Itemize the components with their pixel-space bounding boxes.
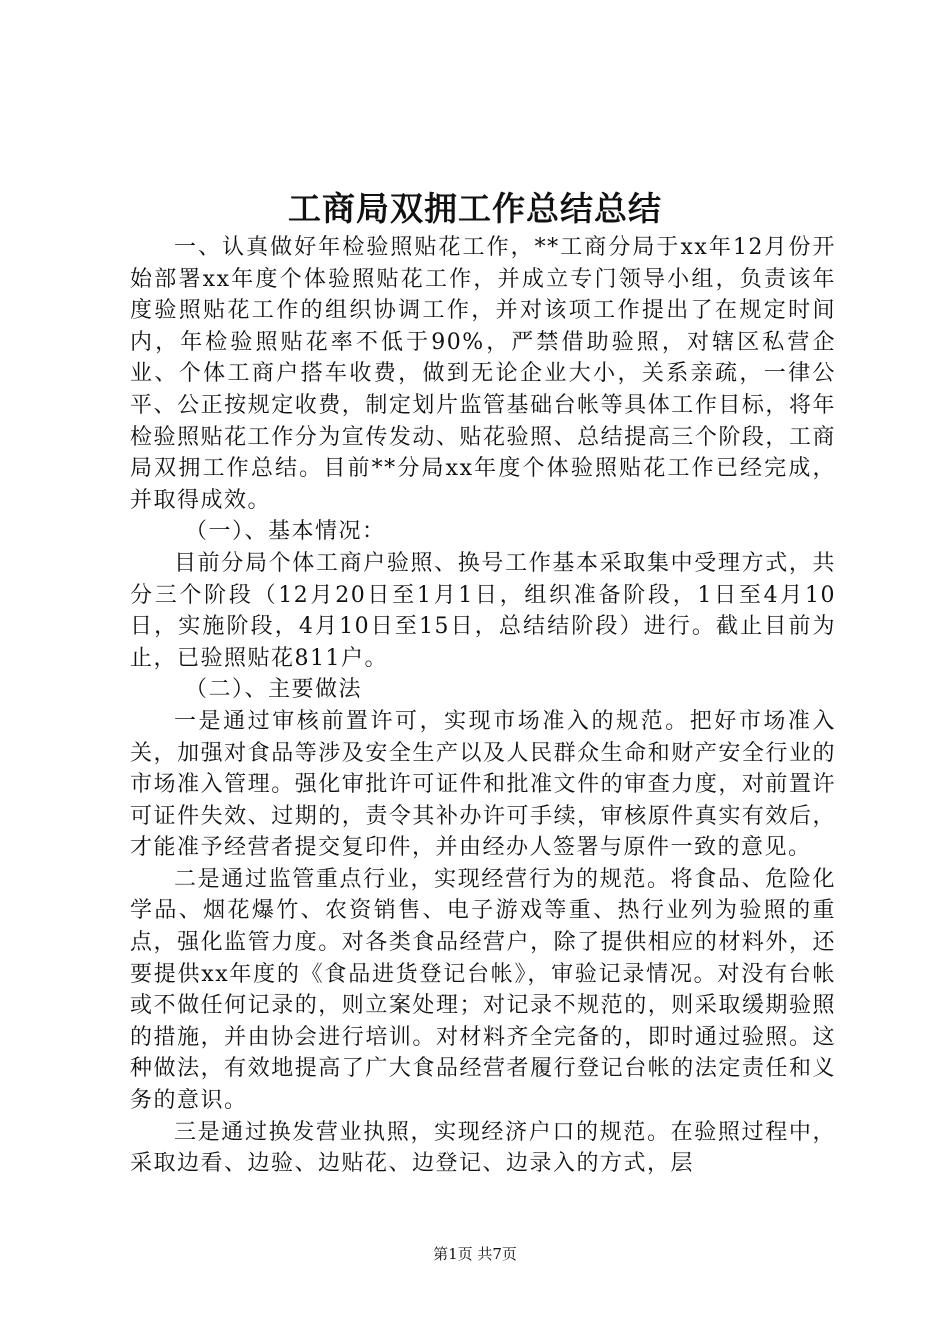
paragraph-intro: 一、认真做好年检验照贴花工作，**工商分局于xx年12月份开始部署xx年度个体验照贴花工作，并成立专门领导小组，负责该年度验照贴花工作的组织协调工作，并对该项工作提出了在规定时间内，年检验照贴花率不低于90%，严禁借助验照，对辖区私营企业、个体工商户搭车收费，做到无论企业大小，关系亲疏，一律公平、公正按规定收费，制定划片监管基础台帐等具体工作目标，将年检验照贴花工作分为宣传发动、贴花验照、总结提高三个阶段，工商局双拥工作总结。目前**分局xx年度个体验照贴花工作已经完成，并取得成效。 bbox=[130, 235, 836, 513]
document-body bbox=[130, 232, 836, 1180]
page-number-footer: 第1页 共7页 bbox=[433, 1245, 517, 1263]
section-heading-basic-situation: （一）、基本情况： bbox=[185, 519, 386, 545]
section-heading-main-practices: （二）、主要做法 bbox=[185, 677, 363, 703]
paragraph-basic-situation: 目前分局个体工商户验照、换号工作基本采取集中受理方式，共分三个阶段（12月20日至1月1日，组织准备阶段，1日至4月10日，实施阶段，4月10日至15日，总结结阶段）进行。截止目前为止，已验照贴花811户。 bbox=[130, 550, 836, 671]
paragraph-practice-two: 二是通过监管重点行业，实现经营行为的规范。将食品、危险化学品、烟花爆竹、农资销售、电子游戏等重、热行业列为验照的重点，强化监管力度。对各类食品经营户，除了提供相应的材料外，还要提供xx年度的《食品进货登记台帐》，审验记录情况。对没有台帐或不做任何记录的，则立案处理；对记录不规范的，则采取缓期验照的措施，并由协会进行培训。对材料齐全完备的，即时通过验照。这种做法，有效地提高了广大食品经营者履行登记台帐的法定责任和义务的意识。 bbox=[130, 866, 836, 1114]
document-title: 工商局双拥工作总结总结 bbox=[288, 189, 662, 228]
paragraph-practice-three: 三是通过换发营业执照，实现经济户口的规范。在验照过程中，采取边看、边验、边贴花、边登记、边录入的方式，层 bbox=[130, 1119, 836, 1177]
paragraph-practice-one: 一是通过审核前置许可，实现市场准入的规范。把好市场准入关，加强对食品等涉及安全生产以及人民群众生命和财产安全行业的市场准入管理。强化审批许可证件和批准文件的审查力度，对前置许可证件失效、过期的，责令其补办许可手续，审核原件真实有效后，才能准予经营者提交复印件，并由经办人签署与原件一致的意见。 bbox=[130, 708, 836, 861]
